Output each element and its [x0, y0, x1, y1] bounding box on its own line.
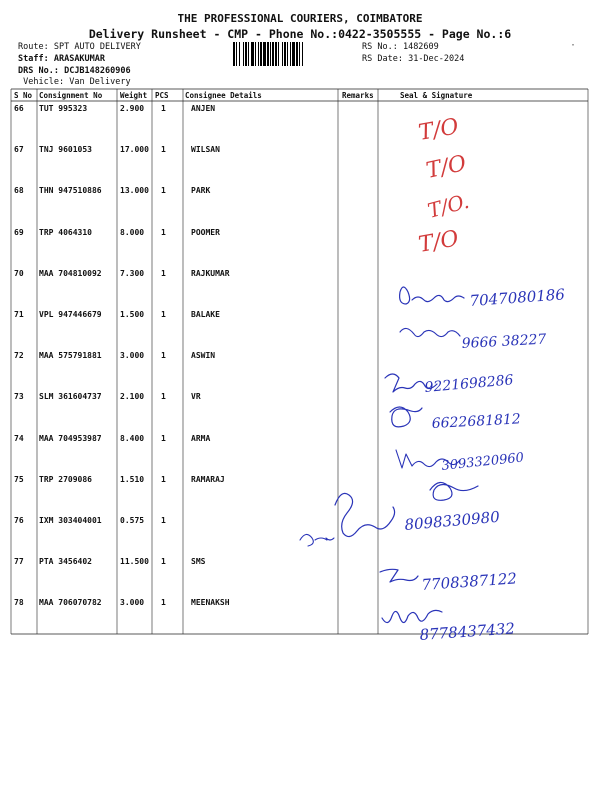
col-header-remarks: Remarks — [342, 91, 374, 100]
cell-consignment-no: MAA 704810092 — [39, 268, 102, 278]
cell-consignee: RAMARAJ — [191, 474, 225, 484]
cell-pcs: 1 — [161, 516, 166, 525]
signature-text: 9666 38227 — [461, 331, 547, 352]
cell-consignment-no: IXM 303404001 — [39, 516, 102, 525]
cell-sno: 75 — [14, 474, 24, 484]
signature-text: T/O — [416, 226, 461, 258]
cell-sno: 73 — [14, 392, 24, 402]
cell-sno: 72 — [14, 351, 24, 361]
cell-weight: 0.575 — [120, 516, 145, 525]
signature-text: 7047080186 — [469, 285, 566, 310]
cell-pcs: 1 — [161, 145, 166, 155]
cell-consignee: ARMA — [191, 433, 211, 443]
cell-consignee: MEENAKSH — [191, 598, 230, 608]
runsheet-subtitle: Delivery Runsheet - CMP - Phone No.:0422-3505555 - Page No.:6 — [88, 27, 512, 41]
cell-weight: 7.300 — [120, 268, 145, 278]
col-header-weight: Weight — [120, 91, 148, 100]
cell-consignee: RAJKUMAR — [191, 268, 230, 278]
col-header-consignee: Consignee Details — [185, 91, 262, 100]
vehicle-label: Vehicle: — [23, 77, 65, 87]
col-header-sno: S No — [14, 91, 33, 100]
signature-text: T/O — [424, 151, 469, 184]
cell-sno: 77 — [14, 557, 24, 567]
cell-pcs: 1 — [161, 392, 166, 402]
cell-weight: 3.000 — [120, 598, 145, 608]
cell-consignment-no: TRP 2709086 — [39, 474, 92, 484]
cell-pcs: 1 — [161, 557, 166, 567]
route-value: SPT AUTO DELIVERY — [53, 42, 141, 52]
cell-weight: 17.000 — [120, 145, 149, 155]
cell-sno: 78 — [14, 598, 24, 608]
cell-pcs: 1 — [161, 104, 166, 113]
staff-label: Staff: — [18, 54, 49, 64]
cell-pcs: 1 — [161, 433, 166, 443]
signature-text: T/O. — [425, 188, 472, 223]
rs-date-label: RS Date: — [362, 54, 403, 64]
cell-sno: 76 — [14, 516, 24, 525]
cell-weight: 13.000 — [120, 186, 149, 196]
cell-consignment-no: TUT 995323 — [39, 104, 88, 113]
cell-pcs: 1 — [161, 268, 166, 278]
cell-pcs: 1 — [161, 310, 166, 319]
cell-weight: 11.500 — [120, 557, 149, 567]
drs-value: DCJB148260906 — [64, 66, 131, 76]
cell-sno: 68 — [14, 186, 24, 196]
cell-consignee: SMS — [191, 557, 206, 567]
cell-consignment-no: TRP 4064310 — [39, 227, 92, 237]
company-title: THE PROFESSIONAL COURIERS, COIMBATORE — [177, 12, 423, 25]
cell-weight: 3.000 — [120, 351, 145, 361]
cell-sno: 70 — [14, 268, 24, 278]
vehicle-value: Van Delivery — [69, 77, 131, 87]
cell-consignee: ASWIN — [191, 351, 216, 361]
signature-text: 8778437432 — [419, 619, 516, 644]
cell-weight: 2.900 — [120, 104, 145, 113]
cell-weight: 8.000 — [120, 227, 145, 237]
rs-no-label: RS No.: — [362, 42, 398, 52]
cell-weight: 1.500 — [120, 310, 145, 319]
cell-consignee: POOMER — [191, 227, 220, 237]
cell-consignee: VR — [191, 392, 201, 402]
cell-sno: 66 — [14, 104, 24, 113]
cell-consignment-no: MAA 575791881 — [39, 351, 102, 361]
cell-consignment-no: SLM 361604737 — [39, 392, 102, 402]
cell-pcs: 1 — [161, 598, 166, 608]
rs-no-value: 1482609 — [402, 42, 439, 52]
signature-text: 6622681812 — [431, 411, 522, 432]
cell-pcs: 1 — [161, 474, 166, 484]
signature-text: 9221698286 — [423, 372, 515, 396]
col-header-consignment: Consignment No — [39, 91, 103, 100]
cell-consignee: WILSAN — [191, 145, 220, 155]
cell-consignee: PARK — [191, 186, 211, 196]
cell-pcs: 1 — [161, 351, 166, 361]
cell-consignment-no: MAA 706070782 — [39, 598, 102, 608]
staff-value: ARASAKUMAR — [53, 54, 106, 64]
cell-consignment-no: THN 947510886 — [39, 186, 102, 196]
cell-consignment-no: PTA 3456402 — [39, 557, 92, 567]
cell-sno: 74 — [14, 433, 24, 443]
cell-consignment-no: TNJ 9601053 — [39, 145, 92, 155]
drs-label: DRS No.: — [18, 66, 59, 76]
cell-weight: 2.100 — [120, 392, 145, 402]
col-header-seal: Seal & Signature — [400, 91, 473, 100]
cell-consignee: ANJEN — [191, 104, 216, 113]
signature-text: 7708387122 — [421, 569, 518, 594]
dots-mark: · — [570, 40, 577, 51]
signature-text: 3093320960 — [440, 450, 525, 474]
cell-consignment-no: MAA 704953987 — [39, 433, 102, 443]
signature-text: 8098330980 — [403, 507, 501, 534]
cell-weight: 8.400 — [120, 433, 145, 443]
rs-date-value: 31-Dec-2024 — [408, 54, 465, 64]
cell-consignee: BALAKE — [191, 310, 220, 319]
cell-weight: 1.510 — [120, 474, 145, 484]
cell-pcs: 1 — [161, 227, 166, 237]
col-header-pcs: PCS — [155, 91, 169, 100]
route-label: Route: — [18, 42, 49, 52]
cell-consignment-no: VPL 947446679 — [39, 310, 102, 319]
signature-text: T/O — [416, 114, 461, 146]
cell-sno: 71 — [14, 310, 24, 319]
cell-pcs: 1 — [161, 186, 166, 196]
cell-sno: 67 — [14, 145, 24, 155]
cell-sno: 69 — [14, 227, 24, 237]
